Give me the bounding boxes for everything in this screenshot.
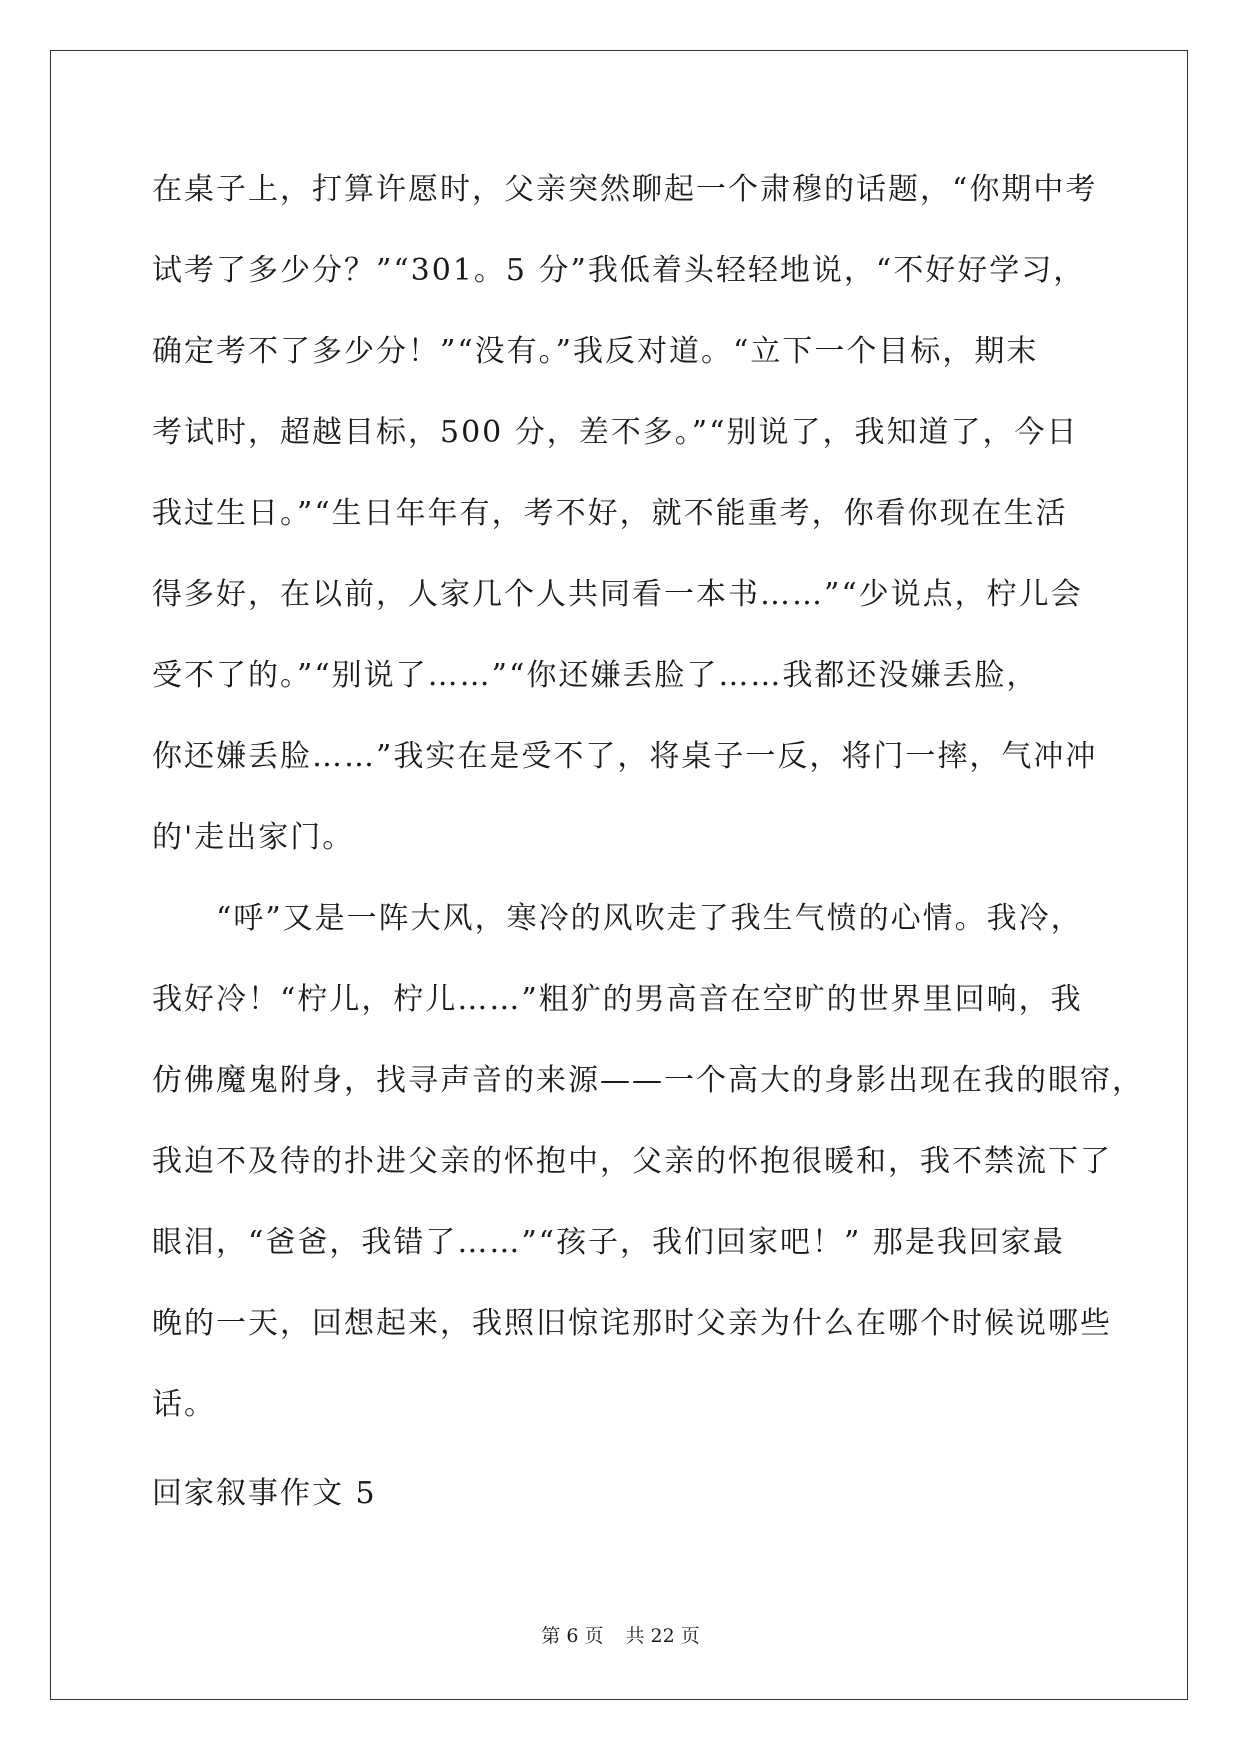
section-heading: 回家叙事作文 5 xyxy=(152,1476,377,1511)
text-line: 话。 xyxy=(152,1387,216,1422)
text-line: 眼泪，“爸爸，我错了……”“孩子，我们回家吧！” 那是我回家最 xyxy=(152,1225,1065,1260)
page-number: 第 6 页 xyxy=(541,1625,604,1647)
text-line: 得多好，在以前，人家几个人共同看一本书……”“少说点，柠儿会 xyxy=(152,577,1083,612)
text-line: 在桌子上，打算许愿时，父亲突然聊起一个肃穆的话题，“你期中考 xyxy=(152,172,1098,207)
text-line: 试考了多少分？”“301。5 分”我低着头轻轻地说，“不好好学习， xyxy=(152,253,1086,288)
page-footer xyxy=(0,1624,1241,1648)
page-border xyxy=(50,50,1188,1700)
text-line: “呼”又是一阵大风，寒冷的风吹走了我生气愤的心情。我冷， xyxy=(152,901,1083,936)
text-line: 受不了的。”“别说了……”“你还嫌丢脸了……我都还没嫌丢脸， xyxy=(152,658,1039,693)
text-line: 你还嫌丢脸……”我实在是受不了，将桌子一反，将门一摔，气冲冲 xyxy=(152,739,1098,774)
text-line: 的'走出家门。 xyxy=(152,820,355,855)
text-line: 确定考不了多少分！”“没有。”我反对道。“立下一个目标，期末 xyxy=(152,334,1039,369)
text-line: 晚的一天，回想起来，我照旧惊诧那时父亲为什么在哪个时候说哪些 xyxy=(152,1306,1112,1341)
text-line: 我好冷！“柠儿，柠儿……”粗犷的男高音在空旷的世界里回响，我 xyxy=(152,982,1083,1017)
text-line: 我迫不及待的扑进父亲的怀抱中，父亲的怀抱很暖和，我不禁流下了 xyxy=(152,1144,1112,1179)
text-line: 我过生日。”“生日年年有，考不好，就不能重考，你看你现在生活 xyxy=(152,496,1068,531)
page-total: 共 22 页 xyxy=(625,1625,700,1647)
text-line: 考试时，超越目标，500 分，差不多。”“别说了，我知道了，今日 xyxy=(152,415,1079,450)
text-line: 仿佛魔鬼附身，找寻声音的来源——一个高大的身影出现在我的眼帘， xyxy=(152,1063,1144,1098)
